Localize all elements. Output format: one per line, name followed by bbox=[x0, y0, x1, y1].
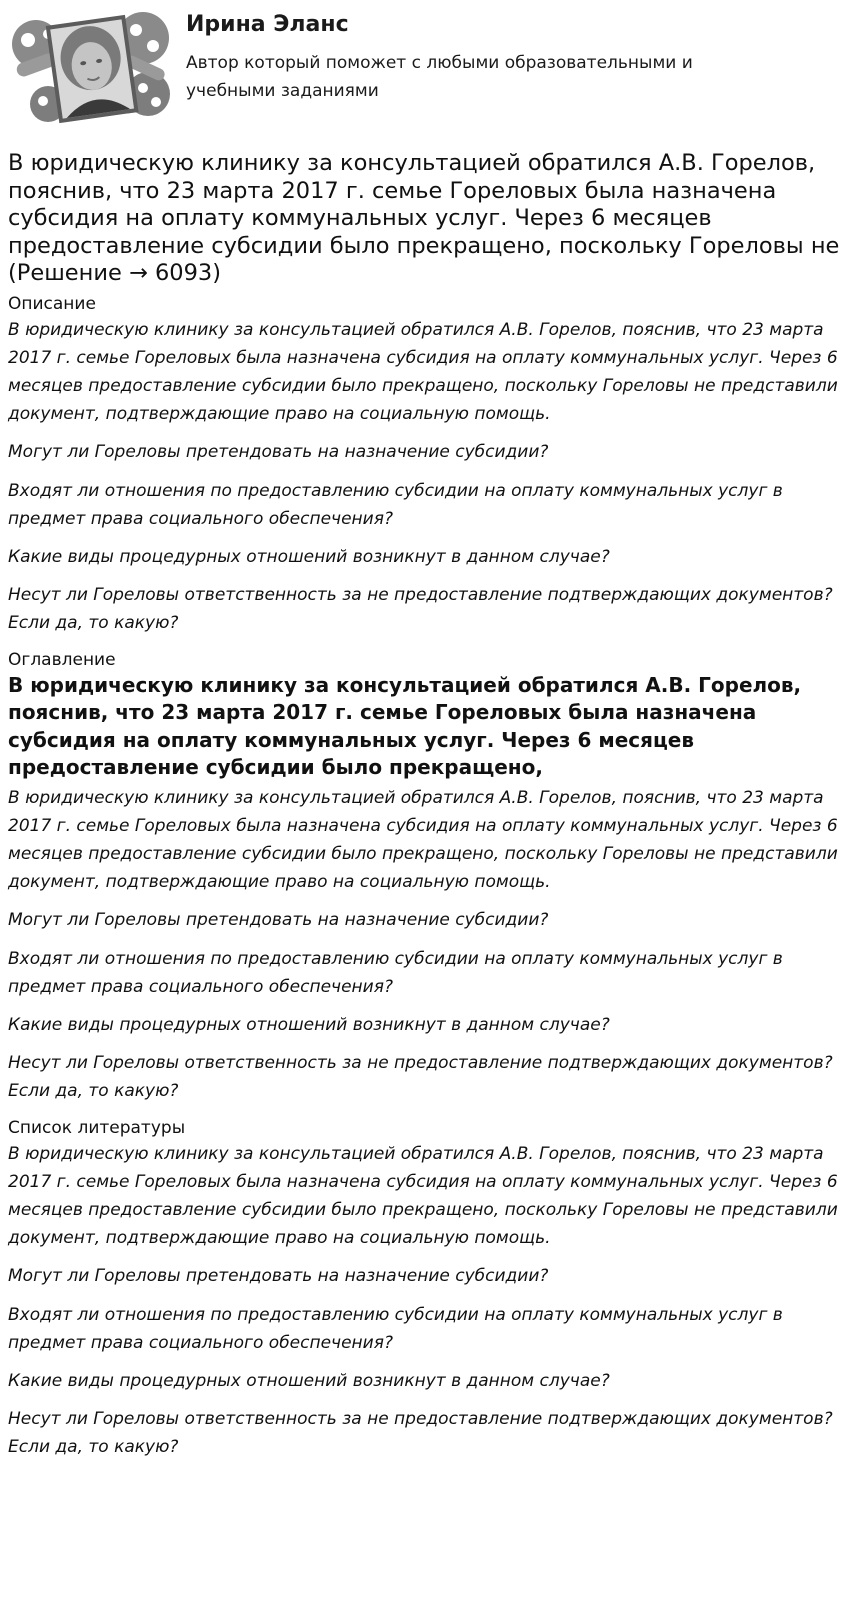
author-avatar[interactable] bbox=[8, 6, 176, 130]
toc-paragraph: Входят ли отношения по предоставлению субсидии на оплату коммунальных услуг в предмет права социального обеспечения? bbox=[8, 948, 783, 997]
literature-paragraph: Входят ли отношения по предоставлению субсидии на оплату коммунальных услуг в предмет права социального обеспечения? bbox=[8, 1304, 783, 1353]
literature-paragraph: В юридическую клинику за консультацией обратился А.В. Горелов, пояснив, что 23 марта 2017 г. семье Гореловых была назначена субсидия на оплату коммунальных услуг. Через 6 месяцев предоставление субсидии было прекращено, поскольку Гореловы не представили документ, подтверждающие право на социальную помощь. bbox=[8, 1143, 838, 1249]
literature-section bbox=[8, 1116, 840, 1462]
toc-section bbox=[8, 648, 840, 1106]
description-paragraph: Несут ли Гореловы ответственность за не предоставление подтверждающих документов? Если да, то какую? bbox=[8, 585, 833, 634]
page bbox=[8, 0, 840, 1472]
literature-paragraph: Могут ли Гореловы претендовать на назначение субсидии? bbox=[8, 1266, 549, 1287]
author-description: Автор который поможет с любыми образовательными и учебными заданиями bbox=[186, 53, 693, 101]
toc-paragraph: Несут ли Гореловы ответственность за не предоставление подтверждающих документов? Если да, то какую? bbox=[8, 1053, 833, 1102]
description-paragraph: Могут ли Гореловы претендовать на назначение субсидии? bbox=[8, 442, 549, 463]
literature-paragraph: Несут ли Гореловы ответственность за не предоставление подтверждающих документов? Если да, то какую? bbox=[8, 1409, 833, 1458]
description-section bbox=[8, 292, 840, 638]
author-block bbox=[8, 0, 840, 136]
toc-label: Оглавление bbox=[8, 649, 116, 670]
literature-label: Список литературы bbox=[8, 1117, 186, 1138]
toc-paragraph: Могут ли Гореловы претендовать на назначение субсидии? bbox=[8, 910, 549, 931]
literature-paragraph: Какие виды процедурных отношений возникнут в данном случае? bbox=[8, 1370, 610, 1391]
page-title: В юридическую клинику за консультацией обратился А.В. Горелов, пояснив, что 23 марта 2017 г. семье Гореловых была назначена субсидия на оплату коммунальных услуг. Через 6 месяцев предоставление субсидии было прекращено, поскольку Гореловы не (Решение → 6093) bbox=[8, 150, 840, 286]
description-paragraph: Входят ли отношения по предоставлению субсидии на оплату коммунальных услуг в предмет права социального обеспечения? bbox=[8, 480, 783, 529]
description-paragraph: В юридическую клинику за консультацией обратился А.В. Горелов, пояснив, что 23 марта 2017 г. семье Гореловых была назначена субсидия на оплату коммунальных услуг. Через 6 месяцев предоставление субсидии было прекращено, поскольку Гореловы не представили документ, подтверждающие право на социальную помощь. bbox=[8, 319, 838, 425]
toc-paragraph: В юридическую клинику за консультацией обратился А.В. Горелов, пояснив, что 23 марта 2017 г. семье Гореловых была назначена субсидия на оплату коммунальных услуг. Через 6 месяцев предоставление субсидии было прекращено, поскольку Гореловы не представили документ, подтверждающие право на социальную помощь. bbox=[8, 787, 838, 893]
toc-paragraph: Какие виды процедурных отношений возникнут в данном случае? bbox=[8, 1014, 610, 1035]
toc-heading: В юридическую клинику за консультацией обратился А.В. Горелов, пояснив, что 23 марта 2017 г. семье Гореловых была назначена субсидия на оплату коммунальных услуг. Через 6 месяцев предоставление субсидии было прекращено, bbox=[8, 672, 802, 780]
author-name[interactable]: Ирина Эланс bbox=[186, 12, 349, 37]
description-paragraph: Какие виды процедурных отношений возникнут в данном случае? bbox=[8, 546, 610, 567]
description-label: Описание bbox=[8, 293, 96, 314]
